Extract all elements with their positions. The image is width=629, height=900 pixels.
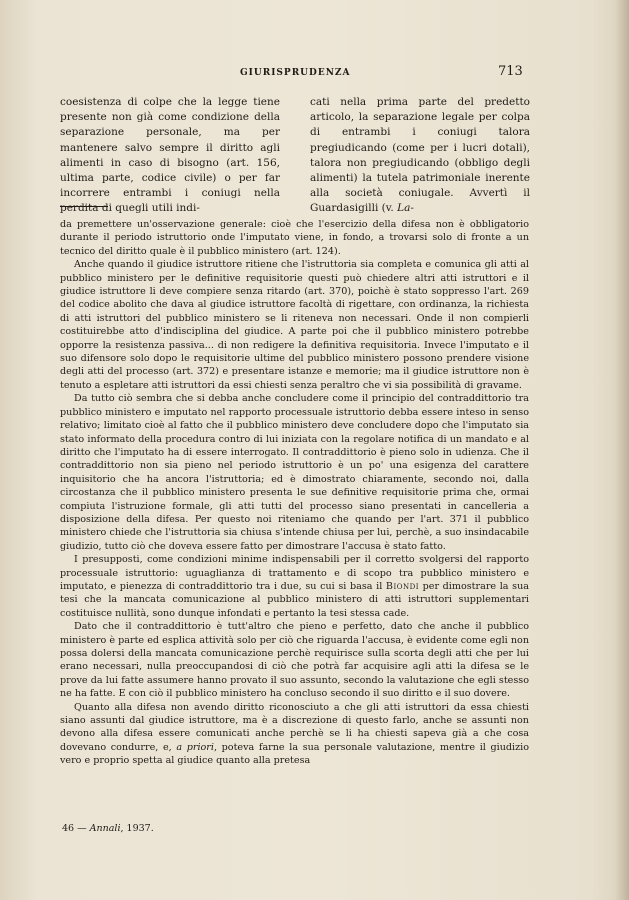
two-column-text	[60, 95, 530, 217]
footnote-p6-text-a: Quanto alla difesa non avendo diritto riconosciuto a che gli atti istruttori da essa chiesti siano assunti dal giudice istruttore, ma è a discrezione di questo farlo, anche se assunti non devono alla difesa essere comunicati anche perchè se li ha chiesti sapeva già a che cosa dovevano condurre, e,	[60, 701, 529, 753]
right-column-text: cati nella prima parte del predetto articolo, la separazione legale per colpa di entrambi i coniugi talora pregiudicando (come per i lucri dotali), talora non pregiudicando (obbligo degli alimenti) la tutela patrimoniale inerente alla società coniugale. Avvertì il Guardasigilli (v.	[310, 96, 530, 215]
footnote-paragraph-6	[60, 701, 529, 768]
footnote-p4-text-b: per dimostrare la sua tesi che la mancata comunicazione al pubblico ministero di atti istruttori supplementari costituisce nullità, sono dunque infondati e pertanto la tesi stessa cade.	[60, 580, 529, 619]
right-column	[310, 95, 530, 217]
footnote-paragraph-3: Da tutto ciò sembra che si debba anche concludere come il principio del contraddittorio tra pubblico ministero e imputato nel rapporto processuale istruttorio debba essere inteso in senso relativo; limitato cioè al fatto che il pubblico ministero deve concludere dopo che l'imputato sia stato informato della procedura contro di lui iniziata con la regolare notifica di un mandato e al diritto che l'imputato ha di essere interrogato. Il contraddittorio è pieno solo in udienza. Che il contraddittorio non sia pieno nel periodo istruttorio è un po' una esigenza del carattere inquisitorio che ha ancora l'istruttoria; ed è dimostrato chiaramente, secondo noi, dalla circostanza che il pubblico ministero presenta le sue definitive requisitorie prima che, ormai compiuta l'istruzione formale, gli atti tutti del processo siano presentati in cancelleria a disposizione della difesa. Per questo noi riteniamo che quando per l'art. 371 il pubblico ministero chiede che l'istruttoria sia chiusa s'intende chiusa per lui, perchè, a suo insindacabile giudizio, tutto ciò che doveva essere fatto per dimostrare l'accusa è stato fatto.	[60, 393, 529, 552]
footnote-paragraph-5: Dato che il contraddittorio è tutt'altro che pieno e perfetto, dato che anche il pubblico ministero è parte ed esplica attività solo per ciò che riguarda l'accusa, è evidente come egli non possa dolersi della mancata comunicazione perchè requirisce sulla scorta degli atti che per lui erano necessari, nulla preoccupandosi di ciò che potrà far acquisire agli atti la difesa se le prove da lui fatte assumere hanno provato il suo assunto, secondo la valutazione che egli stesso ne ha fatte. E con ciò il pubblico ministero ha concluso secondo il suo diritto e il suo dovere.	[60, 621, 529, 700]
footnote-p6-italic: a priori	[176, 741, 214, 753]
signature-line	[62, 823, 154, 834]
signature-number: 46 —	[62, 823, 90, 834]
author-name: Biondi	[385, 580, 419, 592]
running-head: GIURISPRUDENZA	[240, 68, 351, 78]
footnote-p6-text-b: , poteva farne la sua personale valutazione, mentre il giudizio vero e proprio spetta al giudice quanto alla pretesa	[60, 741, 529, 767]
footnote-rule	[60, 206, 108, 207]
page-number: 713	[498, 64, 523, 79]
footnote-paragraph-2: Anche quando il giudice istruttore ritiene che l'istruttoria sia completa e comunica gli atti al pubblico ministero per le definitive requisitorie questi può chiedere altri atti istruttori e il giudice istruttore li deve compiere senza ritardo (art. 370), poichè è stato soppresso l'art. 269 del codice abolito che dava al giudice istruttore facoltà di rigettare, con ordinanza, la richiesta di atti istruttori del pubblico ministero se li riteneva non necessari. Onde il non compierli costituirebbe atto d'indisciplina del giudice. A parte poi che il pubblico ministero potrebbe opporre la resistenza passiva... di non redigere la definitiva requisitoria. Invece l'imputato e il suo difensore solo dopo le requisitorie ultime del pubblico ministero possono prendere visione degli atti del processo (art. 372) e presentare istanze e memorie; ma il giudice istruttore non è tenuto a espletare atti istruttori da essi chiesti senza peraltro che vi sia possibilità di gravame.	[60, 259, 529, 391]
left-column	[60, 95, 280, 217]
right-column-paragraph	[310, 95, 530, 217]
signature-year: , 1937.	[120, 823, 154, 834]
footnote-paragraph-1: da premettere un'osservazione generale: cioè che l'esercizio della difesa non è obbligatorio durante il periodo istruttorio onde l'imputato viene, in fondo, a trovarsi solo di fronte a un tecnico del diritto quale è il pubblico ministero (art. 124).	[60, 219, 529, 257]
footnote-paragraph-4	[60, 553, 529, 620]
page-edge-shadow	[615, 0, 629, 900]
footnote-p4-text-a: I presupposti, come condizioni minime indispensabili per il corretto svolgersi del rapporto processuale istruttorio: uguaglianza di trattamento e di scopo tra pubblico ministero e imputato, e pienezza di contraddittorio tra i due, su cui si basa il	[60, 554, 529, 592]
right-column-italic: La-	[397, 202, 414, 215]
signature-title: Annali	[89, 823, 121, 834]
left-column-text: coesistenza di colpe che la legge tiene presente non già come condizione della separazione personale, ma per mantenere salvo sempre il diritto agli alimenti in caso di bisogno (art. 156, ultima parte, codice civile) o per far incorrere entrambi i coniugi nella perdita di quegli utili indi-	[60, 96, 280, 215]
footnote	[60, 218, 529, 768]
